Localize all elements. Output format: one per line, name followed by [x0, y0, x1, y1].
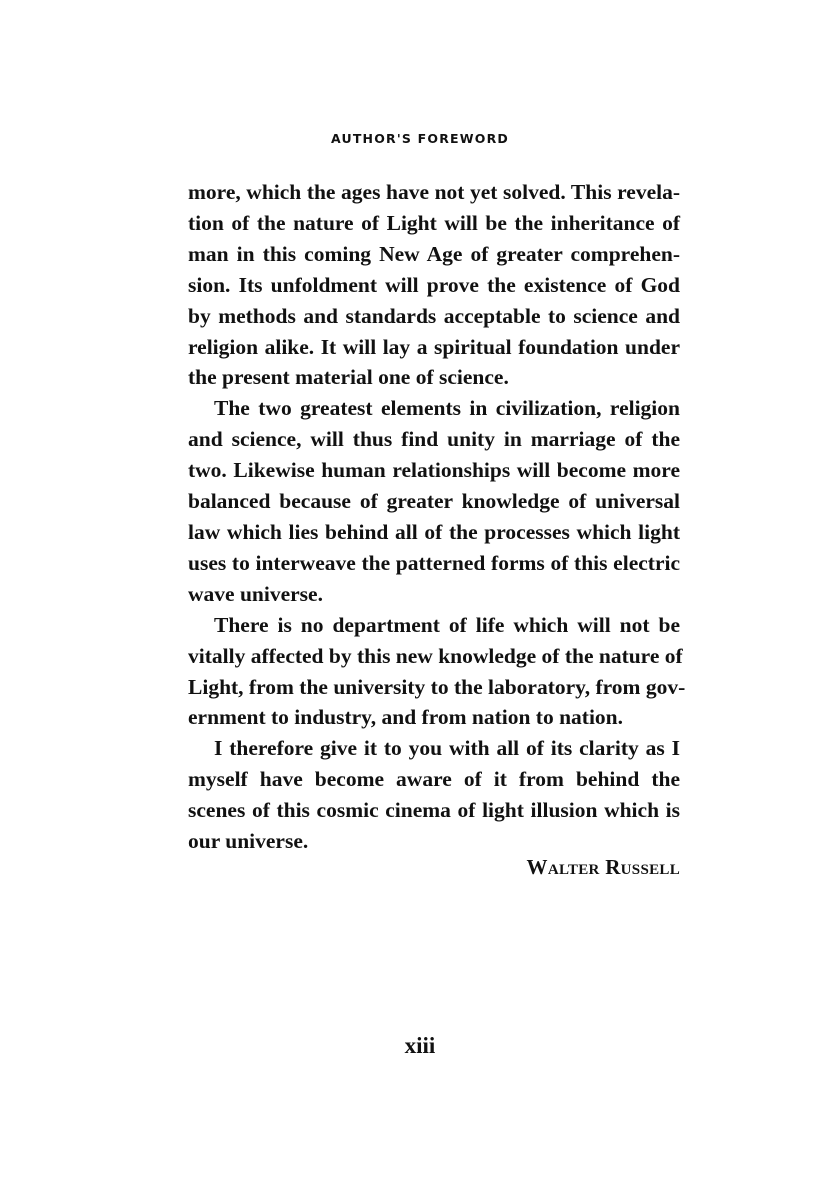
text-line: ernment to industry, and from nation to nation.	[188, 705, 624, 730]
text-line: balanced because of greater knowledge of universal	[188, 489, 680, 514]
text-line: myself have become aware of it from behind the	[188, 767, 680, 792]
text-line: tion of the nature of Light will be the inheritance of	[188, 210, 680, 235]
running-head: AUTHOR'S FOREWORD	[330, 131, 509, 146]
text-line: and science, will thus find unity in marriage of the	[188, 427, 680, 452]
text-line: man in this coming New Age of greater comprehen-	[188, 241, 680, 266]
text-line: uses to interweave the patterned forms of this electric	[188, 550, 680, 575]
page-number: xiii	[404, 1033, 436, 1058]
text-line: There is no department of life which will not be	[214, 612, 680, 637]
text-line: the present material one of science.	[188, 365, 509, 390]
paragraph	[188, 177, 680, 393]
author-signature: Walter Russell	[526, 855, 680, 879]
text-line: sion. Its unfoldment will prove the existence of God	[188, 272, 680, 297]
text-line: Light, from the university to the laboratory, from gov-	[188, 674, 686, 699]
paragraph	[188, 733, 680, 857]
text-line: our universe.	[188, 829, 309, 854]
text-line: by methods and standards acceptable to science and	[188, 303, 680, 328]
paragraph	[188, 610, 686, 734]
text-line: more, which the ages have not yet solved. This revela-	[188, 180, 680, 204]
text-line: two. Likewise human relationships will become more	[188, 458, 680, 483]
text-line: wave universe.	[188, 581, 323, 606]
paragraph	[188, 393, 680, 609]
text-line: vitally affected by this new knowledge of the nature of	[188, 643, 683, 668]
body-text	[188, 177, 686, 857]
text-line: law which lies behind all of the processes which light	[188, 519, 680, 544]
text-line: religion alike. It will lay a spiritual foundation under	[188, 334, 680, 359]
text-line: The two greatest elements in civilization, religion	[214, 396, 680, 421]
text-line: scenes of this cosmic cinema of light illusion which is	[188, 798, 680, 823]
text-line: I therefore give it to you with all of its clarity as I	[214, 736, 680, 761]
